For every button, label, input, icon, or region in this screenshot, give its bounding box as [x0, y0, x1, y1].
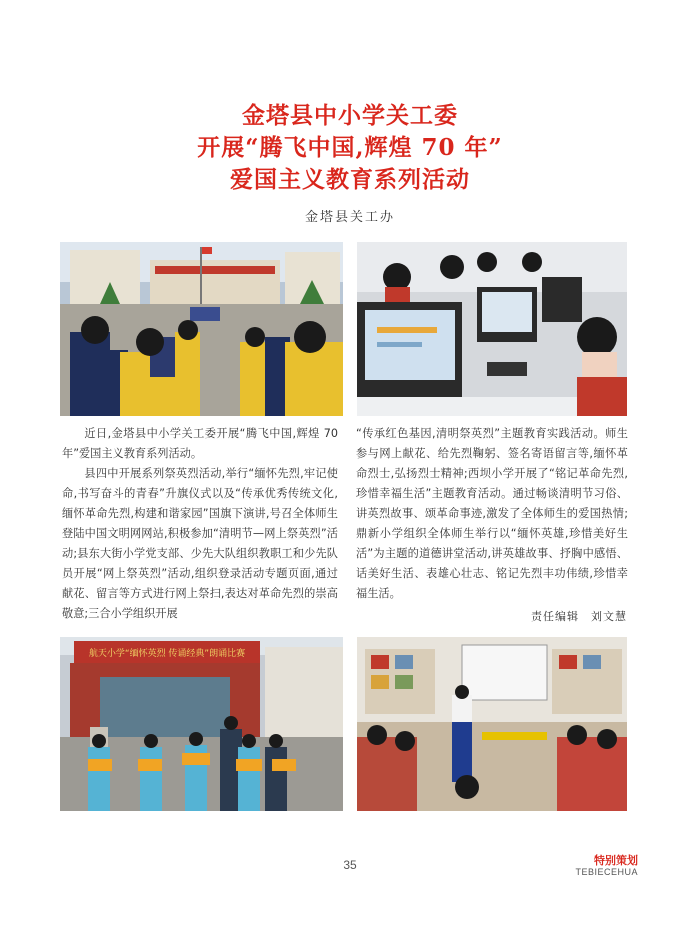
banner-text: 航天小学“缅怀英烈 传诵经典”朗诵比赛 — [88, 649, 246, 659]
body-paragraph: “传承红色基因,清明祭英烈”主题教育实践活动。师生参与网上献花、给先烈鞠躬、签名寄语留言等,缅怀革命烈士,弘扬烈士精神;西坝小学开展了“铭记革命先烈,珍惜幸福生活”主题教育活动。通过畅谈清明节习俗、讲英烈故事、颂革命事迹,激发了全体师生的爱国热情;鼎新小学组织全体师生举行以“缅怀英雄,珍惜美好生活”为主题的道德讲堂活动,讲英雄故事、抒胸中感悟、话美好生活、表雄心壮志、铭记先烈丰功伟绩,珍惜幸福生活。 — [356, 427, 628, 600]
photo-classroom-lecture — [357, 637, 627, 811]
section-name-cn: 特别策划 — [594, 854, 638, 867]
page-number: 35 — [343, 858, 357, 872]
body-column-right — [356, 424, 628, 604]
title-line-2: 开展“腾飞中国,辉煌 70 年” — [197, 134, 503, 161]
body-paragraph: 县四中开展系列祭英烈活动,举行“缅怀先烈,牢记使命,书写奋斗的青春”升旗仪式以及“传承优秀传统文化,缅怀革命先烈,构建和谐家园”国旗下演讲,号召全体师生登陆中国文明网网站,积极参加“清明节—网上祭英烈”活动;县东大街小学党支部、少先大队组织教职工和少先队员开展“网上祭英烈”活动,组织登录活动专题页面,通过献花、留言等方式进行网上祭扫,表达对革命先烈的崇高敬意;三合小学组织开展 — [62, 467, 338, 620]
title-line-3: 爱国主义教育系列活动 — [230, 166, 470, 193]
body-paragraph: 近日,金塔县中小学关工委开展“腾飞中国,辉煌 70 年”爱国主义教育系列活动。 — [62, 427, 338, 460]
photo-recitation-contest — [60, 637, 343, 811]
photo-flag-ceremony — [60, 242, 343, 416]
photo-computer-room — [357, 242, 627, 416]
body-column-left — [62, 424, 338, 624]
title-line-1: 金塔县中小学关工委 — [242, 102, 458, 129]
section-name-en: TEBIECEHUA — [575, 867, 638, 877]
article-title — [0, 100, 700, 196]
byline: 金塔县关工办 — [304, 210, 395, 225]
responsible-editor: 责任编辑 刘文慧 — [531, 610, 627, 623]
